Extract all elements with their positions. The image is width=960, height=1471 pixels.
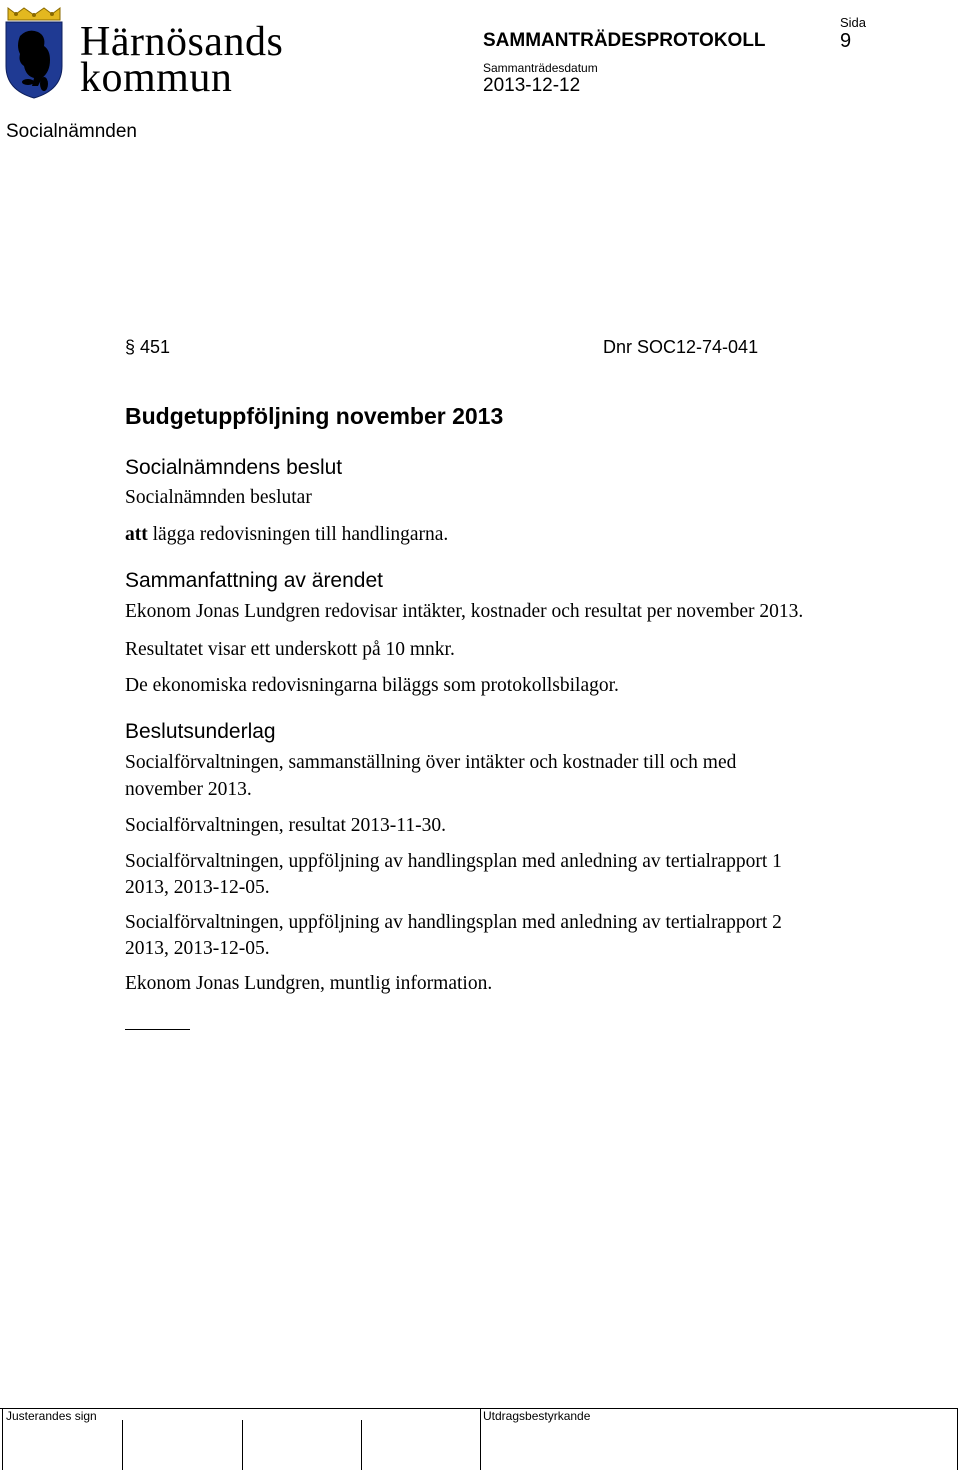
basis-item-line: Socialförvaltningen, sammanställning över intäkter och kostnader till och med: [125, 752, 737, 773]
page-number: 9: [840, 30, 852, 52]
org-name-line1: Härnösands: [80, 19, 284, 65]
basis-heading: Beslutsunderlag: [125, 720, 276, 743]
paragraph-number: § 451: [125, 337, 171, 357]
footer-divider: [480, 1408, 481, 1470]
department-name: Socialnämnden: [6, 121, 137, 142]
decision-text: lägga redovisningen till handlingarna.: [147, 524, 449, 545]
meeting-date-label: Sammanträdesdatum: [483, 61, 598, 75]
decision-intro: Socialnämnden beslutar: [125, 487, 312, 508]
footer-divider: [957, 1408, 958, 1470]
signature-box-divider: [361, 1420, 362, 1470]
decision-statement: [125, 522, 448, 548]
summary-line: Ekonom Jonas Lundgren redovisar intäkter, kostnader och resultat per november 2013.: [125, 601, 804, 622]
decision-heading: Socialnämndens beslut: [125, 456, 343, 479]
coat-of-arms-beaver-icon: [4, 6, 64, 100]
basis-item-line: november 2013.: [125, 779, 252, 800]
end-of-section-rule: [125, 1029, 190, 1030]
org-name-line2: kommun: [80, 55, 233, 101]
basis-item-line: 2013, 2013-12-05.: [125, 877, 270, 898]
signature-footer: [0, 1408, 958, 1471]
page-label: Sida: [840, 15, 867, 30]
decision-att-keyword: att: [125, 524, 148, 545]
basis-item-line: Socialförvaltningen, uppföljning av handlingsplan med anledning av tertialrapport 2: [125, 912, 782, 933]
meeting-date: 2013-12-12: [483, 75, 581, 96]
document-title: SAMMANTRÄDESPROTOKOLL: [483, 30, 766, 51]
diary-number: Dnr SOC12-74-041: [603, 337, 759, 357]
basis-item-line: Ekonom Jonas Lundgren, muntlig information.: [125, 973, 493, 994]
signature-box-divider: [242, 1420, 243, 1470]
footer-divider: [2, 1408, 3, 1470]
signature-box-divider: [122, 1420, 123, 1470]
justerandes-sign-label: Justerandes sign: [6, 1409, 97, 1423]
summary-line: Resultatet visar ett underskott på 10 mnkr.: [125, 639, 455, 660]
summary-heading: Sammanfattning av ärendet: [125, 569, 383, 592]
page-title: Budgetuppföljning november 2013: [125, 403, 504, 429]
utdragsbestyrkande-label: Utdragsbestyrkande: [483, 1409, 591, 1423]
summary-line: De ekonomiska redovisningarna biläggs som protokollsbilagor.: [125, 675, 619, 696]
basis-item-line: Socialförvaltningen, uppföljning av handlingsplan med anledning av tertialrapport 1: [125, 851, 782, 872]
basis-item-line: Socialförvaltningen, resultat 2013-11-30.: [125, 815, 446, 836]
basis-item-line: 2013, 2013-12-05.: [125, 938, 270, 959]
